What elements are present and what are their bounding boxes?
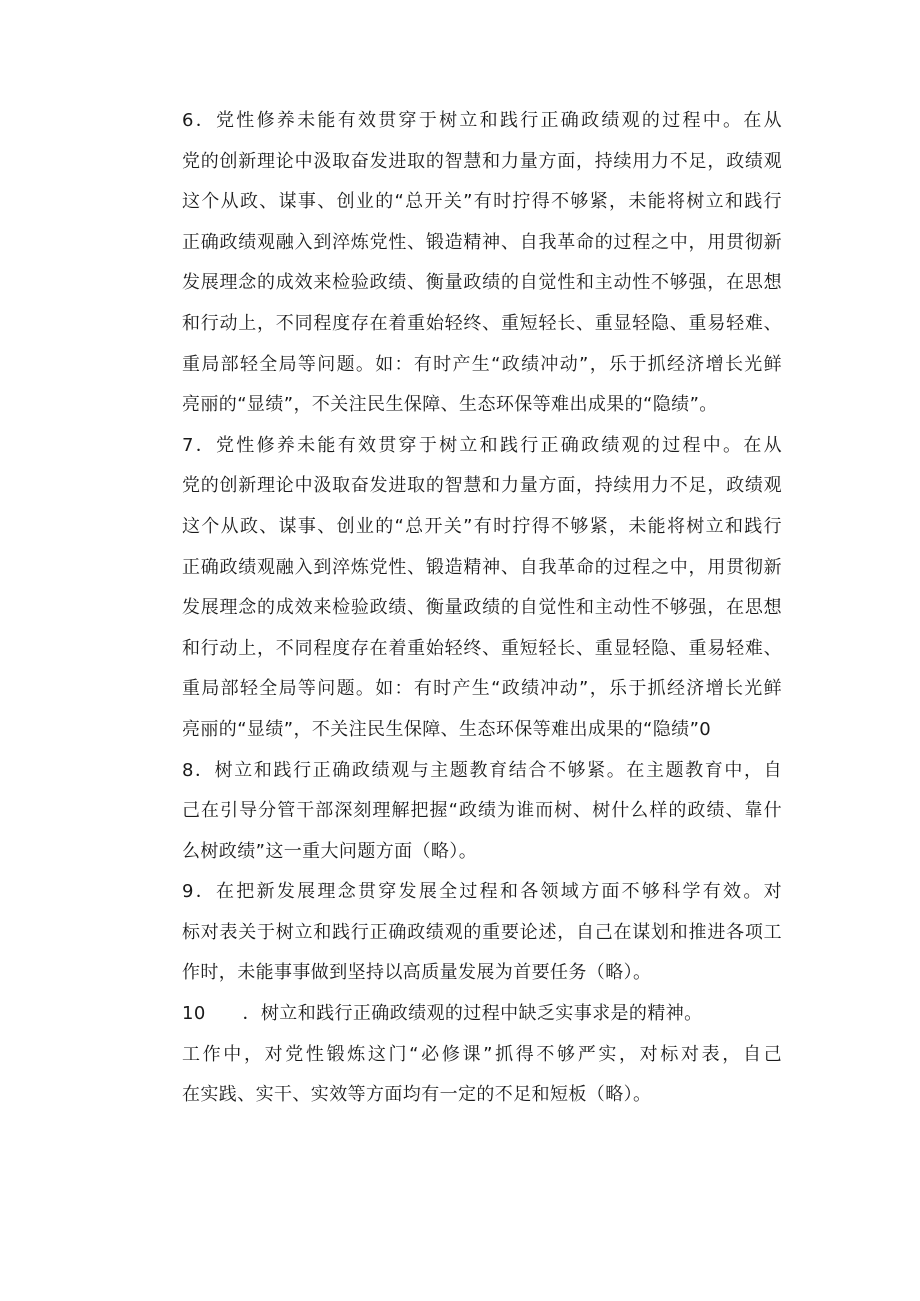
text-line: 工作中，对党性锻炼这门“必修课”抓得不够严实，对标对表，自己 <box>182 1043 782 1065</box>
text-line: 7．党性修养未能有效贯穿于树立和践行正确政绩观的过程中。在从 <box>182 434 782 456</box>
text-line: 亮丽的“显绩”，不关注民生保障、生态环保等难出成果的“隐绩”0 <box>182 718 712 740</box>
paragraph-8 <box>139 751 782 873</box>
paragraph-9 <box>139 872 782 994</box>
text-line: 重局部轻全局等问题。如：有时产生“政绩冲动”，乐于抓经济增长光鲜 <box>182 353 782 375</box>
text-line: 亮丽的“显绩”，不关注民生保障、生态环保等难出成果的“隐绩”。 <box>182 394 718 416</box>
text-line: 么树政绩”这一重大问题方面（略）。 <box>182 840 478 862</box>
paragraph-11 <box>139 1035 782 1116</box>
text-line: 和行动上，不同程度存在着重始轻终、重短轻长、重显轻隐、重易轻难、 <box>182 637 782 659</box>
text-line: 10 ．树立和践行正确政绩观的过程中缺乏实事求是的精神。 <box>182 1003 703 1025</box>
paragraph-7 <box>139 426 782 751</box>
text-line: 作时，未能事事做到坚持以高质量发展为首要任务（略）。 <box>182 962 652 984</box>
document-page <box>139 101 782 1116</box>
text-line: 6．党性修养未能有效贯穿于树立和践行正确政绩观的过程中。在从 <box>182 110 782 131</box>
text-line: 发展理念的成效来检验政绩、衡量政绩的自觉性和主动性不够强，在思想 <box>182 597 782 619</box>
text-line: 标对表关于树立和践行正确政绩观的重要论述，自己在谋划和推进各项工 <box>182 921 782 943</box>
text-line: 党的创新理论中汲取奋发进取的智慧和力量方面，持续用力不足，政绩观 <box>182 150 782 172</box>
paragraph-10 <box>139 994 782 1035</box>
text-line: 和行动上，不同程度存在着重始轻终、重短轻长、重显轻隐、重易轻难、 <box>182 312 782 334</box>
paragraph-6 <box>139 101 782 426</box>
text-line: 党的创新理论中汲取奋发进取的智慧和力量方面，持续用力不足，政绩观 <box>182 475 782 497</box>
text-line: 这个从政、谋事、创业的“总开关”有时拧得不够紧，未能将树立和践行 <box>182 515 782 537</box>
text-line: 己在引导分管干部深刻理解把握“政绩为谁而树、树什么样的政绩、靠什 <box>182 800 782 822</box>
text-line: 8．树立和践行正确政绩观与主题教育结合不够紧。在主题教育中，自 <box>182 759 782 781</box>
text-line: 重局部轻全局等问题。如：有时产生“政绩冲动”，乐于抓经济增长光鲜 <box>182 678 782 700</box>
text-line: 在实践、实干、实效等方面均有一定的不足和短板（略）。 <box>182 1084 652 1106</box>
text-line: 9．在把新发展理念贯穿发展全过程和各领域方面不够科学有效。对 <box>182 881 782 903</box>
text-line: 正确政绩观融入到淬炼党性、锻造精神、自我革命的过程之中，用贯彻新 <box>182 556 782 578</box>
text-line: 正确政绩观融入到淬炼党性、锻造精神、自我革命的过程之中，用贯彻新 <box>182 231 782 253</box>
text-line: 这个从政、谋事、创业的“总开关”有时拧得不够紧，未能将树立和践行 <box>182 191 782 213</box>
text-line: 发展理念的成效来检验政绩、衡量政绩的自觉性和主动性不够强，在思想 <box>182 272 782 294</box>
